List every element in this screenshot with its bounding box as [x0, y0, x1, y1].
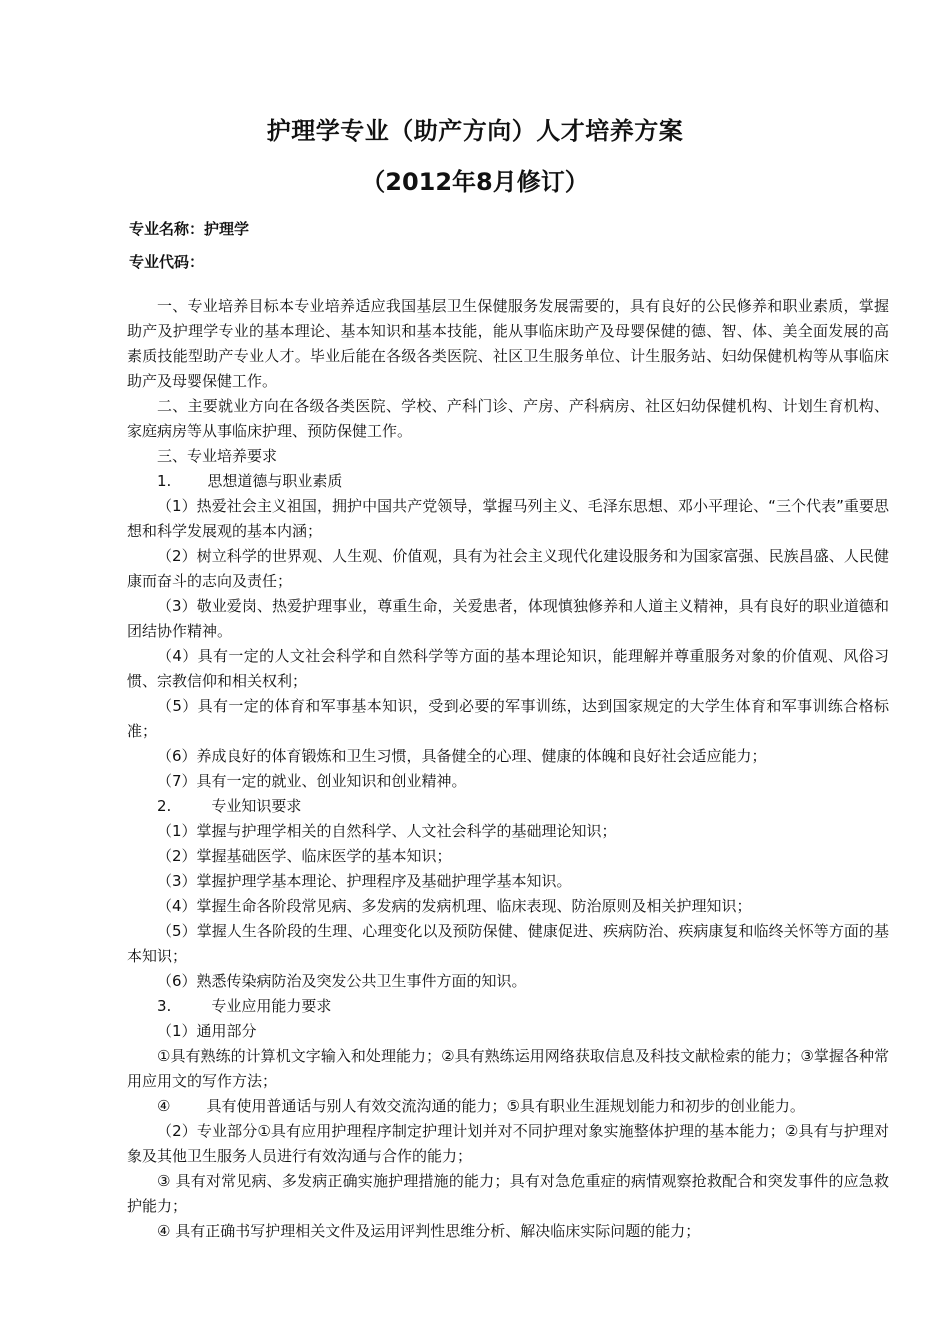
req2-title: 专业知识要求	[211, 797, 302, 815]
req3-pro-b: ③ 具有对常见病、多发病正确实施护理措施的能力；具有对急危重症的病情观察抢救配合和突发事件的应急救护能力；	[127, 1172, 889, 1215]
req3-pro-c: ④ 具有正确书写护理相关文件及运用评判性思维分析、解决临床实际问题的能力；	[157, 1222, 701, 1240]
req3-general-heading: （1）通用部分	[157, 1022, 257, 1040]
req1-item: （1）热爱社会主义祖国，拥护中国共产党领导，掌握马列主义、毛泽东思想、邓小平理论、“三个代表”重要思想和科学发展观的基本内涵；	[127, 497, 889, 540]
req2-item: （1）掌握与护理学相关的自然科学、人文社会科学的基础理论知识；	[157, 822, 617, 840]
section-goal: 一、专业培养目标本专业培养适应我国基层卫生保健服务发展需要的，具有良好的公民修养和职业素质，掌握助产及护理学专业的基本理论、基本知识和基本技能，能从事临床助产及母婴保健的德、智、体、美全面发展的高素质技能型助产专业人才。毕业后能在各级各类医院、社区卫生服务单位、计生服务站、妇幼保健机构等从事临床助产及母婴保健工作。	[127, 297, 889, 390]
req2-item: （4）掌握生命各阶段常见病、多发病的发病机理、临床表现、防治原则及相关护理知识；	[157, 897, 752, 915]
req1-number: 1.	[157, 472, 172, 490]
document-subtitle: （2012年8月修订）	[361, 168, 589, 196]
req1-item: （2）树立科学的世界观、人生观、价值观，具有为社会主义现代化建设服务和为国家富强、民族昌盛、人民健康而奋斗的志向及责任；	[127, 547, 889, 590]
req2-number: 2.	[157, 797, 172, 815]
major-name: 专业名称：护理学	[129, 220, 250, 238]
section-requirements-heading: 三、专业培养要求	[157, 447, 278, 465]
req2-item: （5）掌握人生各阶段的生理、心理变化以及预防保健、健康促进、疾病防治、疾病康复和临终关怀等方面的基本知识；	[127, 922, 889, 965]
req1-item: （3）敬业爱岗、热爱护理事业，尊重生命，关爱患者，体现慎独修养和人道主义精神，具有良好的职业道德和团结协作精神。	[127, 597, 889, 640]
req1-item: （6）养成良好的体育锻炼和卫生习惯，具备健全的心理、健康的体魄和良好社会适应能力；	[157, 747, 767, 765]
major-code: 专业代码：	[129, 253, 205, 271]
req3-general-a: ①具有熟练的计算机文字输入和处理能力；②具有熟练运用网络获取信息及科技文献检索的能力；③掌握各种常用应用文的写作方法；	[127, 1047, 889, 1090]
req2-heading	[127, 794, 889, 819]
req3-number: 3.	[157, 997, 172, 1015]
req1-title: 思想道德与职业素质	[207, 472, 343, 490]
req3-general-b-number: ④	[157, 1097, 171, 1115]
req1-heading	[127, 469, 889, 494]
req3-title: 专业应用能力要求	[211, 997, 332, 1015]
req1-item: （7）具有一定的就业、创业知识和创业精神。	[157, 772, 467, 790]
req3-general-b-text: 具有使用普通话与别人有效交流沟通的能力；⑤具有职业生涯规划能力和初步的创业能力。	[206, 1097, 805, 1115]
document-body	[127, 294, 889, 1244]
section-employment: 二、主要就业方向在各级各类医院、学校、产科门诊、产房、产科病房、社区妇幼保健机构、计划生育机构、家庭病房等从事临床护理、预防保健工作。	[127, 397, 889, 440]
req2-item: （3）掌握护理学基本理论、护理程序及基础护理学基本知识。	[157, 872, 572, 890]
document-title: 护理学专业（助产方向）人才培养方案	[266, 117, 684, 145]
req2-item: （6）熟悉传染病防治及突发公共卫生事件方面的知识。	[157, 972, 527, 990]
req2-item: （2）掌握基础医学、临床医学的基本知识；	[157, 847, 452, 865]
req1-item: （4）具有一定的人文社会科学和自然科学等方面的基本理论知识，能理解并尊重服务对象的价值观、风俗习惯、宗教信仰和相关权利；	[127, 647, 889, 690]
req3-pro-a: （2）专业部分①具有应用护理程序制定护理计划并对不同护理对象实施整体护理的基本能力；②具有与护理对象及其他卫生服务人员进行有效沟通与合作的能力；	[127, 1122, 889, 1165]
req3-general-b	[127, 1094, 889, 1119]
req3-heading	[127, 994, 889, 1019]
req1-item: （5）具有一定的体育和军事基本知识，受到必要的军事训练，达到国家规定的大学生体育和军事训练合格标准；	[127, 697, 889, 740]
